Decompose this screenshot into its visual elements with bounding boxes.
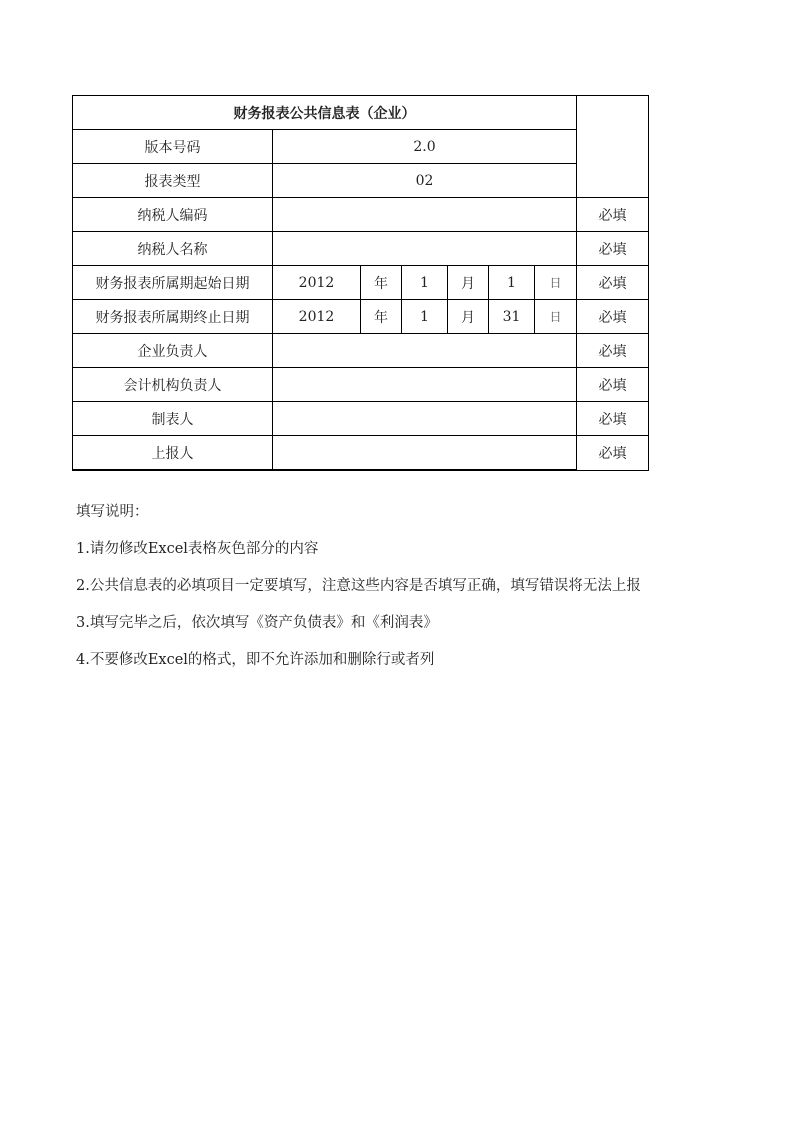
row-legal-rep <box>73 334 649 368</box>
value-version: 2.0 <box>273 130 577 164</box>
form-title: 财务报表公共信息表（企业） <box>73 96 577 130</box>
label-reporter: 上报人 <box>73 436 273 471</box>
input-accounting-head[interactable] <box>273 368 577 402</box>
input-start-year[interactable]: 2012 <box>273 266 361 300</box>
row-version <box>73 130 649 164</box>
input-taxpayer-id[interactable] <box>273 198 577 232</box>
instruction-item: 4.不要修改Excel的格式，即不允许添加和删除行或者列 <box>76 652 435 668</box>
row-preparer <box>73 402 649 436</box>
input-end-month[interactable]: 1 <box>402 300 448 334</box>
required-mark: 必填 <box>577 300 649 334</box>
unit-month: 月 <box>448 300 489 334</box>
unit-day: 日 <box>535 266 577 300</box>
row-accounting-head <box>73 368 649 402</box>
label-report-type: 报表类型 <box>73 164 273 198</box>
label-taxpayer-id: 纳税人编码 <box>73 198 273 232</box>
label-accounting-head: 会计机构负责人 <box>73 368 273 402</box>
label-version: 版本号码 <box>73 130 273 164</box>
row-period-end <box>73 300 649 334</box>
input-reporter[interactable] <box>273 436 577 471</box>
instruction-item: 3.填写完毕之后，依次填写《资产负债表》和《利润表》 <box>76 615 438 631</box>
unit-day: 日 <box>535 300 577 334</box>
side-blank-cell <box>577 96 649 198</box>
instructions-heading: 填写说明： <box>76 504 149 520</box>
required-mark: 必填 <box>577 368 649 402</box>
input-taxpayer-name[interactable] <box>273 232 577 266</box>
required-mark: 必填 <box>577 266 649 300</box>
input-start-month[interactable]: 1 <box>402 266 448 300</box>
label-taxpayer-name: 纳税人名称 <box>73 232 273 266</box>
instruction-item: 1.请勿修改Excel表格灰色部分的内容 <box>76 541 319 557</box>
required-mark: 必填 <box>577 198 649 232</box>
label-period-start: 财务报表所属期起始日期 <box>73 266 273 300</box>
row-taxpayer-name <box>73 232 649 266</box>
unit-year: 年 <box>361 300 402 334</box>
unit-year: 年 <box>361 266 402 300</box>
input-end-day[interactable]: 31 <box>489 300 535 334</box>
row-report-type <box>73 164 649 198</box>
row-taxpayer-id <box>73 198 649 232</box>
label-period-end: 财务报表所属期终止日期 <box>73 300 273 334</box>
unit-month: 月 <box>448 266 489 300</box>
row-reporter <box>73 436 649 471</box>
required-mark: 必填 <box>577 232 649 266</box>
required-mark: 必填 <box>577 436 649 471</box>
public-info-table <box>72 95 649 471</box>
input-preparer[interactable] <box>273 402 577 436</box>
row-period-start <box>73 266 649 300</box>
label-preparer: 制表人 <box>73 402 273 436</box>
input-end-year[interactable]: 2012 <box>273 300 361 334</box>
input-start-day[interactable]: 1 <box>489 266 535 300</box>
required-mark: 必填 <box>577 334 649 368</box>
label-legal-rep: 企业负责人 <box>73 334 273 368</box>
value-report-type: 02 <box>273 164 577 198</box>
required-mark: 必填 <box>577 402 649 436</box>
instructions <box>76 503 641 688</box>
input-legal-rep[interactable] <box>273 334 577 368</box>
public-info-sheet <box>72 95 649 471</box>
title-row <box>73 96 649 130</box>
instruction-item: 2.公共信息表的必填项目一定要填写，注意这些内容是否填写正确，填写错误将无法上报 <box>76 578 641 594</box>
